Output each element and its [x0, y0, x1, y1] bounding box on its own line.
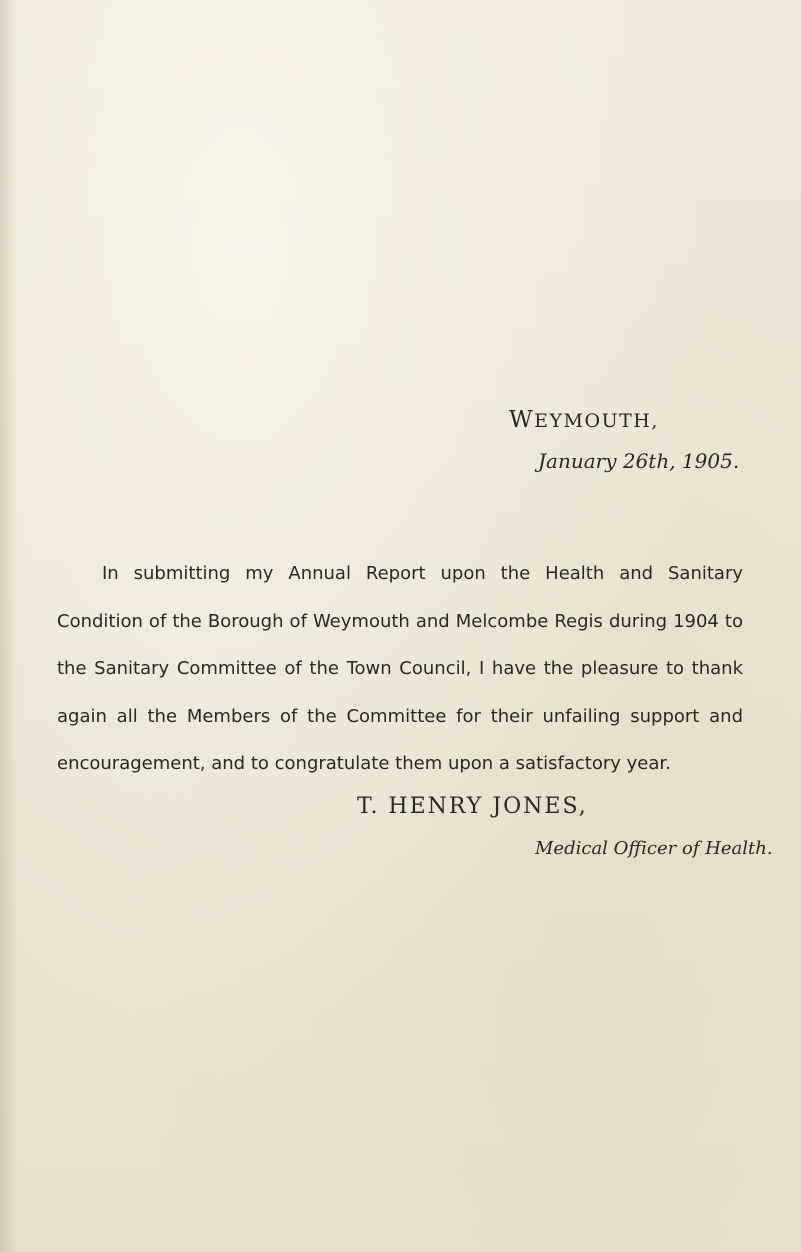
- letter-date: January 26th, 1905.: [538, 449, 740, 473]
- signature-title: Medical Officer of Health.: [535, 838, 773, 859]
- place-rest: EYMOUTH,: [534, 410, 659, 432]
- letter-body: In submitting my Annual Report upon the Health and Sanitary Condition of the Borough of Weymouth and Melcombe Regis during 1904 to the Sanitary Committee of the Town Council, I have the pleasure to thank again all the Members of the Committee for their unfailing support and encouragement, and to congratulate them upon a satisfactory year.: [57, 563, 743, 774]
- letter-place: [509, 407, 659, 433]
- place-initial: W: [509, 407, 535, 433]
- signature-name: T. HENRY JONES,: [357, 794, 588, 819]
- page-edge-shadow: [0, 0, 18, 1252]
